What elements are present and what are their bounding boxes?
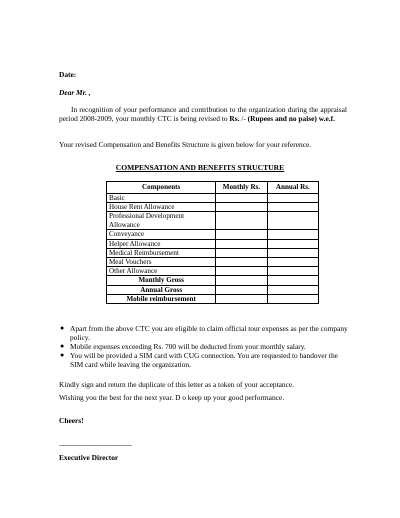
acceptance-paragraph: Kindly sign and return the duplicate of this letter as a token of your acceptance. [59,380,294,389]
table-row [107,212,319,230]
table-row [107,258,319,267]
row-monthly [216,212,267,230]
list-item [59,324,349,342]
revision-paragraph [59,105,347,124]
table-row [107,194,319,203]
table-row [107,203,319,212]
table-row [107,239,319,248]
rupees-label: Rs. [229,114,240,124]
row-label: Other Allowance [107,267,216,276]
table-row [107,230,319,239]
amount-in-words: (Rupees and no paise) w.e.f. [247,114,335,124]
header-annual: Annual Rs. [267,182,318,194]
table-row [107,248,319,257]
total-monthly [216,294,267,303]
salutation: Dear Mr. , [59,88,91,97]
row-label: House Rent Allowance [107,203,216,212]
table-row [107,267,319,276]
row-label: Professional Development Allowance [107,212,216,230]
total-label: Annual Gross [107,285,216,294]
total-monthly [216,285,267,294]
row-annual [267,248,318,257]
list-item [59,351,349,369]
row-annual [267,267,318,276]
total-row [107,285,319,294]
row-annual [267,239,318,248]
amount-placeholder: /- [239,114,248,124]
row-annual [267,203,318,212]
row-annual [267,194,318,203]
date-label: Date: [59,70,77,79]
total-annual [267,285,318,294]
list-item-text: You will be provided a SIM card with CUG connection. You are requested to handover the SIM card while leaving the organization. [70,351,338,370]
row-label: Helper Allowance [107,239,216,248]
row-label: Meal Vouchers [107,258,216,267]
total-row [107,276,319,285]
row-monthly [216,203,267,212]
list-item [59,342,349,351]
row-monthly [216,258,267,267]
row-label: Conveyance [107,230,216,239]
header-components: Components [107,182,216,194]
row-monthly [216,239,267,248]
revision-text: In recognition of your performance and contribution to the organization during the appraisal period 2008-2009, your monthly CTC is being revised to [59,105,347,124]
table-header-row [107,182,319,194]
list-item-text: Mobile expenses exceeding Rs. 700 will be deducted from your monthly salary. [70,342,306,352]
structure-intro: Your revised Compensation and Benefits Structure is given below for your reference. [59,140,312,149]
total-annual [267,276,318,285]
row-label: Medical Reimbursement [107,248,216,257]
signature-line: --------------------------------------- [59,442,132,449]
row-monthly [216,230,267,239]
terms-list [59,324,349,370]
row-annual [267,212,318,230]
total-row [107,294,319,303]
compensation-table [106,181,319,304]
bullet-icon: ● [60,324,65,332]
total-label: Mobile reimbursement [107,294,216,303]
header-monthly: Monthly Rs. [216,182,267,194]
row-monthly [216,267,267,276]
wishes-paragraph: Wishing you the best for the next year. D o keep up your good performance. [59,393,285,402]
row-annual [267,230,318,239]
table-title: COMPENSATION AND BENEFITS STRUCTURE [115,163,285,172]
signatory: Executive Director [59,453,119,462]
row-label: Basic [107,194,216,203]
row-monthly [216,194,267,203]
total-label: Monthly Gross [107,276,216,285]
list-item-text: Apart from the above CTC you are eligible to claim official tour expenses as per the company policy. [70,324,348,343]
bullet-icon: ● [60,351,65,360]
row-annual [267,258,318,267]
row-monthly [216,248,267,257]
bullet-icon: ● [60,342,65,351]
total-annual [267,294,318,303]
closing: Cheers! [59,416,84,425]
total-monthly [216,276,267,285]
